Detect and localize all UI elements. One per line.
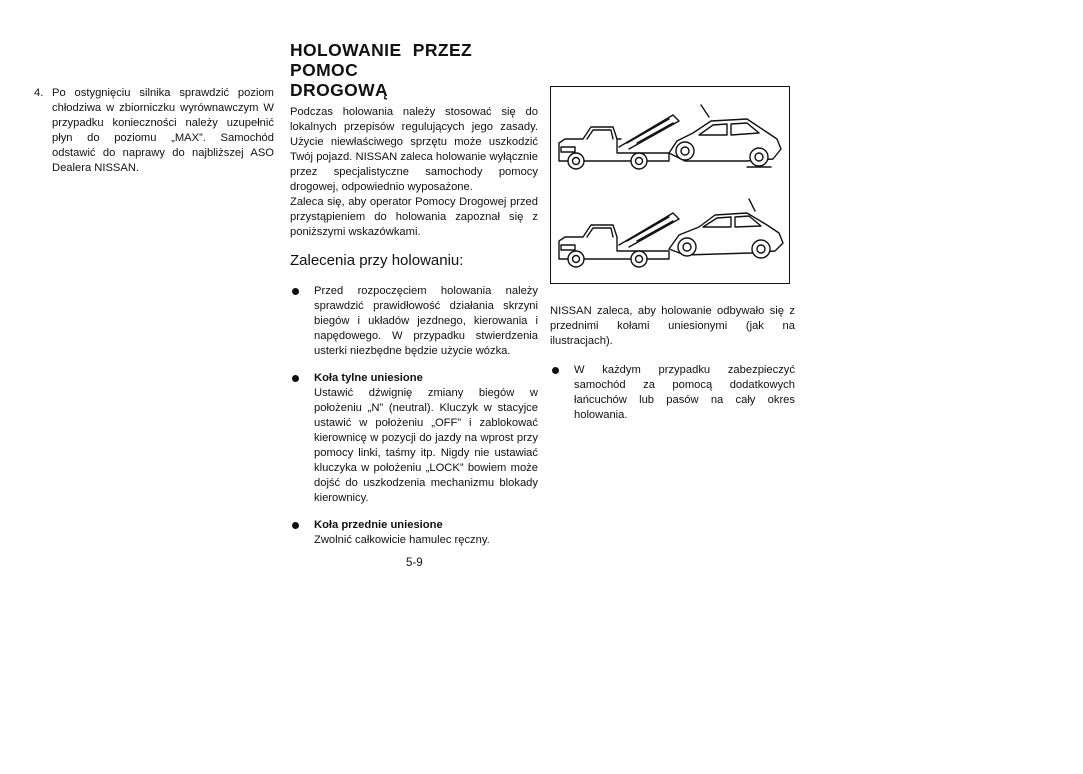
bullet-item: [290, 518, 538, 548]
bullet-title: Koła przednie uniesione: [314, 519, 443, 531]
figure-caption: NISSAN zaleca, aby holowanie odbywało się z przednimi kołami uniesionymi (jak na ilustracjach).: [550, 305, 795, 347]
tow-truck-icon: [551, 87, 789, 283]
bullet-item: [550, 363, 795, 423]
item-text: Po ostygnięciu silnika sprawdzić poziom chłodziwa w zbiorniczku wyrównawczym W przypadku konieczności należy uzupełnić płyn do poziomu „MAX”. Samochód odstawić do naprawy do najbliższej ASO Dealera NISSAN.: [52, 87, 274, 174]
title-line-1: HOLOWANIE PRZEZ POMOC: [290, 40, 473, 80]
bullet-text: Zwolnić całkowicie hamulec ręczny.: [314, 534, 490, 546]
tow-truck-illustration: [550, 86, 790, 284]
title-line-2: DROGOWĄ: [290, 80, 389, 100]
section-title: [290, 40, 538, 100]
bullet-dot-icon: [292, 288, 299, 295]
bullet-item: [290, 284, 538, 359]
bullet-item: [290, 371, 538, 506]
right-column: [550, 86, 795, 435]
intro-paragraph-1: Podczas holowania należy stosować się do lokalnych przepisów regulujących jego zasady. Użycie niewłaściwego sprzętu może uszkodzić Twój pojazd. NISSAN zaleca holowanie wyłącznie przez specjalistyczne samochody pomocy drogowej, odpowiednio wyposażone.: [290, 106, 538, 193]
bullet-title: Koła tylne uniesione: [314, 372, 423, 384]
subheading: Zalecenia przy holowaniu:: [290, 252, 464, 269]
bullet-dot-icon: [292, 522, 299, 529]
left-column: [34, 86, 274, 176]
intro-paragraph-2: Zaleca się, aby operator Pomocy Drogowej przed przystąpieniem do holowania zapoznał się z poniższymi wskazówkami.: [290, 196, 538, 238]
page-number: 5-9: [406, 557, 423, 569]
middle-column: [290, 40, 538, 560]
bullet-text: Ustawić dźwignię zmiany biegów w położeniu „N” (neutral). Kluczyk w stacyjce ustawić w położeniu „OFF” i zablokować kierownicę w pozycji do jazdy na wprost przy pomocy linki, taśmy itp. Nigdy nie ustawiać kluczyka w położeniu „LOCK” bowiem może dojść do uszkodzenia mechanizmu blokady kierownicy.: [314, 387, 538, 504]
bullet-dot-icon: [552, 367, 559, 374]
bullet-text: W każdym przypadku zabezpieczyć samochód za pomocą dodatkowych łańcuchów lub pasów na cały okres holowania.: [574, 364, 795, 421]
item-number: 4.: [34, 87, 44, 99]
bullet-dot-icon: [292, 375, 299, 382]
numbered-item: [34, 86, 274, 176]
bullet-text: Przed rozpoczęciem holowania należy sprawdzić prawidłowość działania skrzyni biegów i układów jezdnego, kierowania i napędowego. W przypadku stwierdzenia usterki niezbędne będzie użycie wózka.: [314, 285, 538, 357]
